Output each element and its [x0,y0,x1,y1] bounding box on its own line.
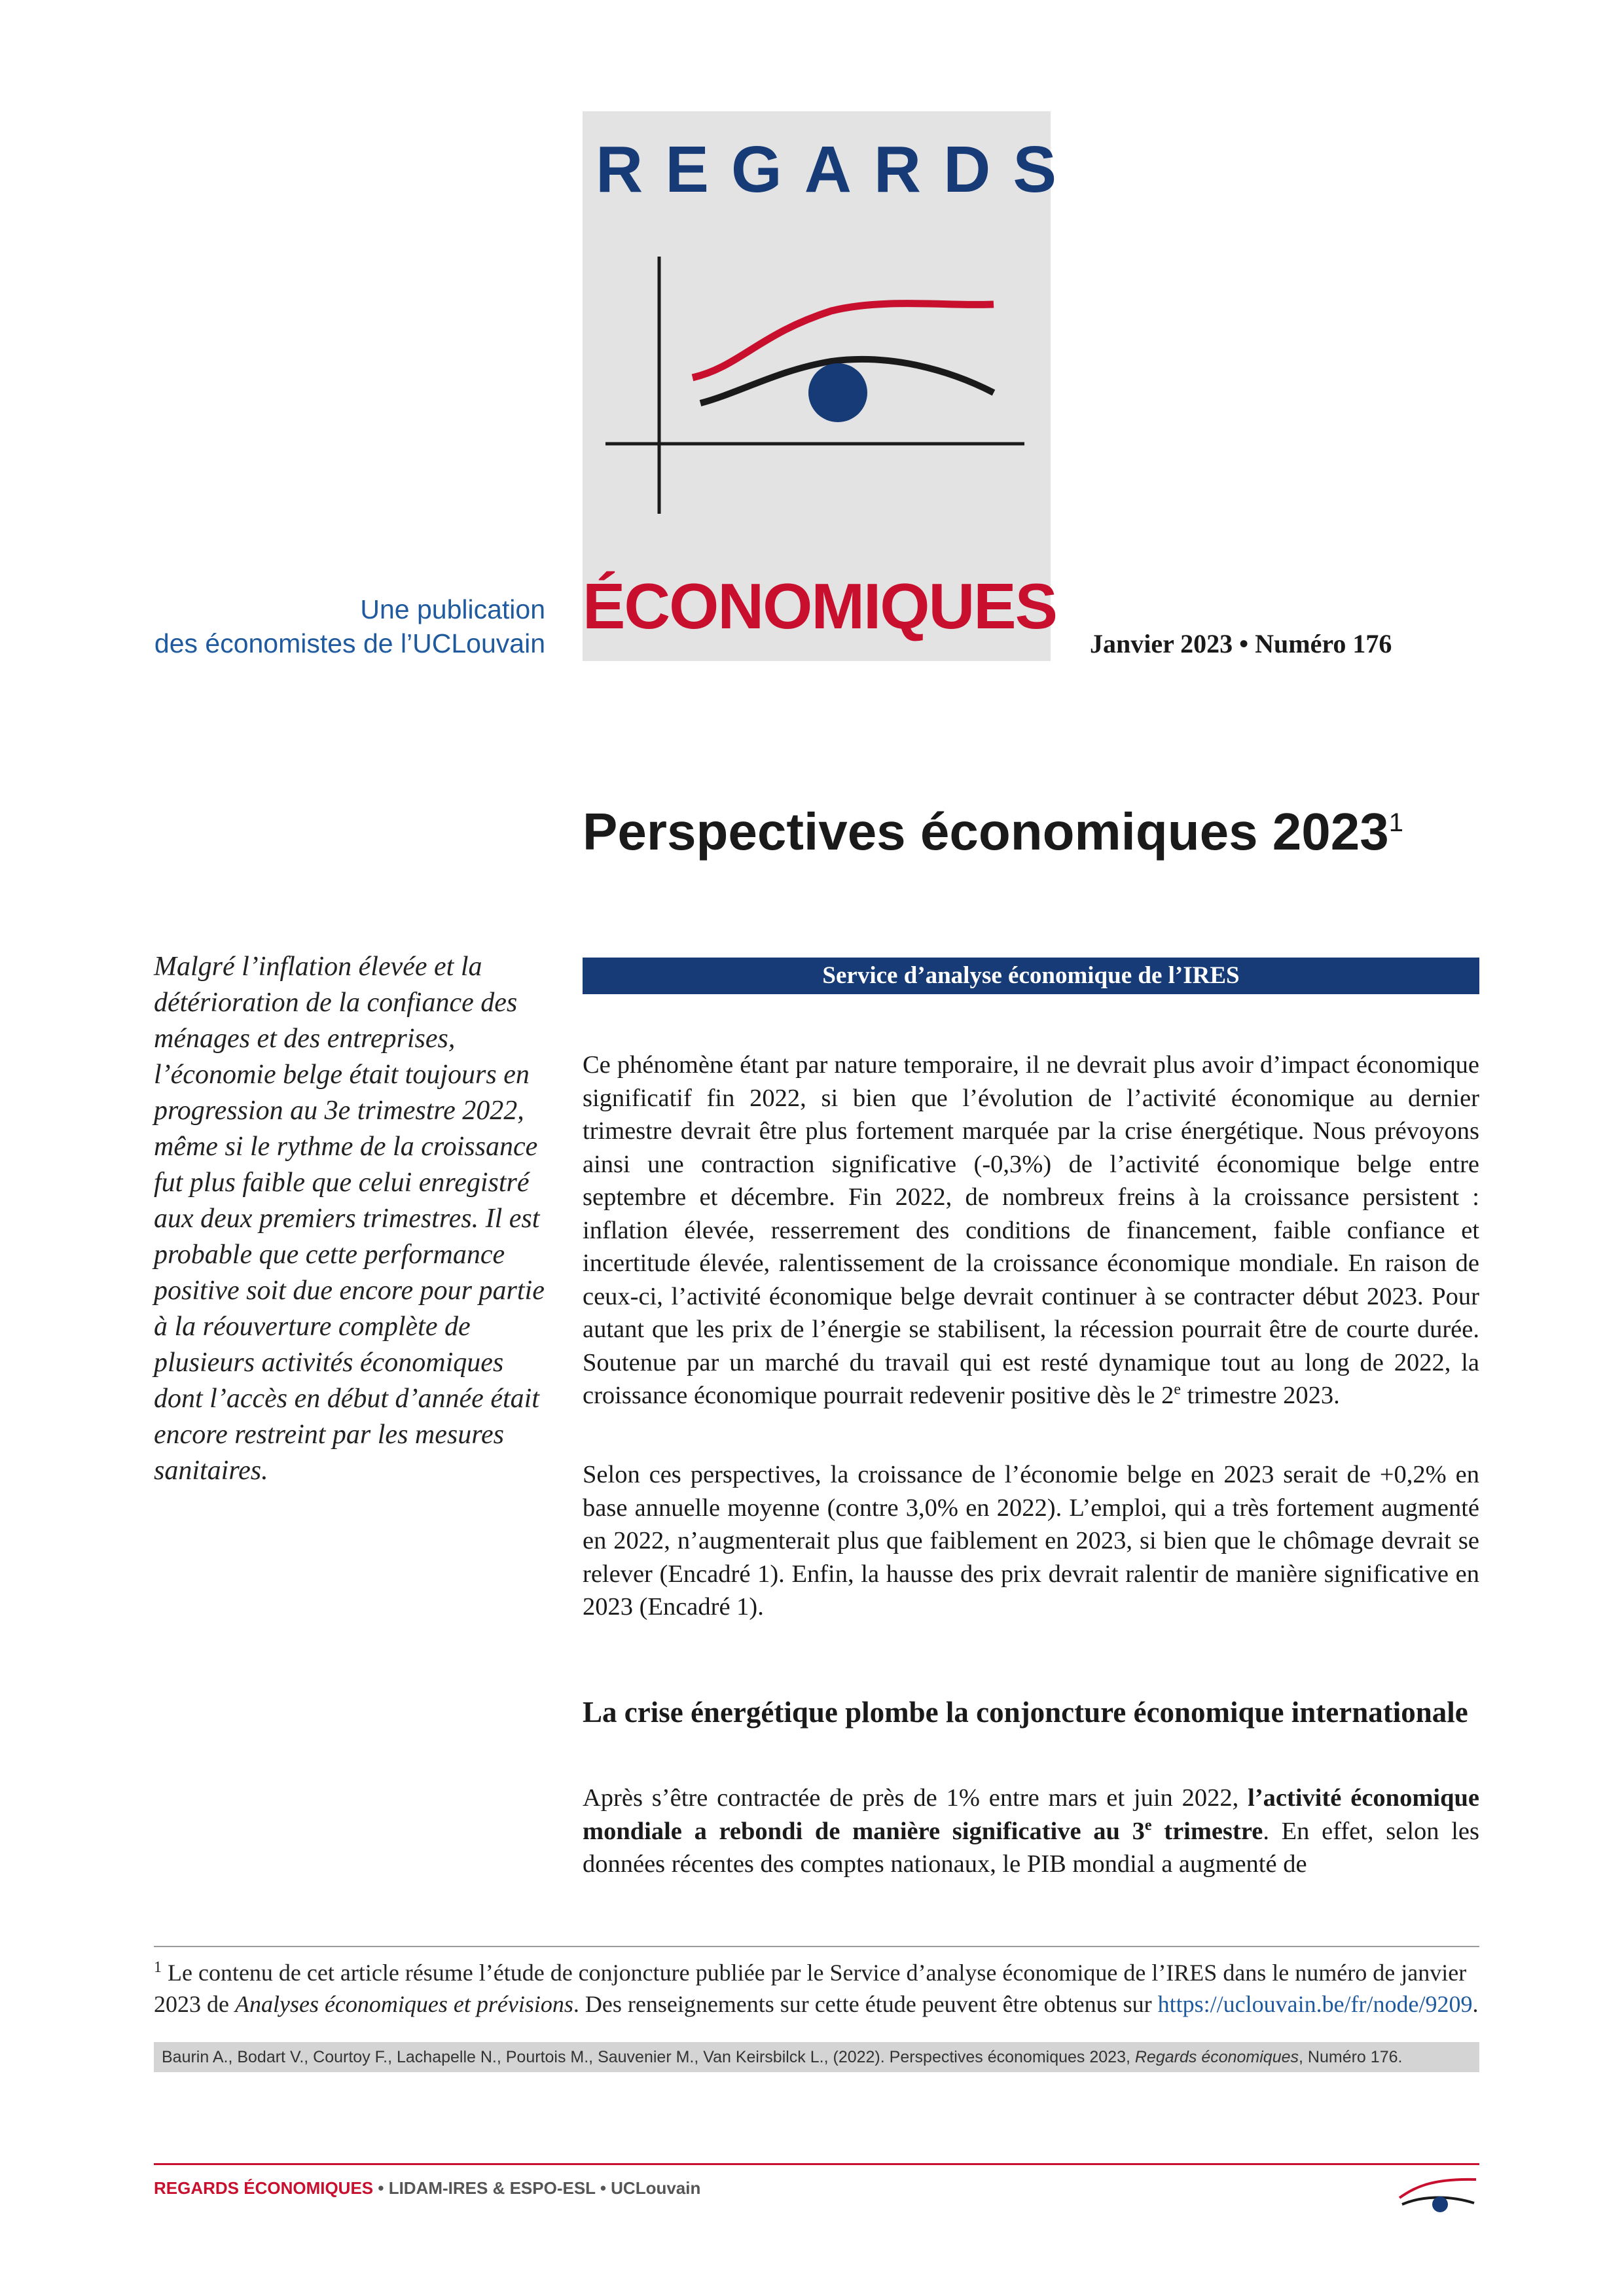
para3-superscript: e [1144,1816,1152,1834]
body-paragraph-2 [583,1458,1479,1624]
body-paragraph-3 [583,1782,1479,1881]
section-heading: La crise énergétique plombe la conjoncture économique internationale [583,1696,1468,1729]
citation-text: Baurin A., Bodart V., Courtoy F., Lachapelle N., Pourtois M., Sauvenier M., Van Keirsbilck L., (2022). Perspectives économiques 2023, [162,2048,1135,2066]
para3-bold-text-end: trimestre [1151,1817,1263,1845]
footnote-text: Le contenu de cet article résume l’étude de conjoncture publiée par le Service d’analyse économique de l’IRES dans le numéro de janvier 2023 de [154,1960,1467,2017]
body-paragraph-1 [583,1049,1479,1412]
publisher-line-2: des économistes de l’UCLouvain [154,628,545,658]
abstract: Malgré l’inflation élevée et la détérioration de la confiance des ménages et des entreprises, l’économie belge était toujours en progression au 3e trimestre 2022, même si le rythme de la croissance fut plus faible que celui enregistré aux deux premiers trimestres. Il est probable que cette performance positive soit due encore pour partie à la réouverture complète de plusieurs activités économiques dont l’accès en début d’année était encore restreint par les mesures sanitaires. [154,952,545,1486]
author-bar: Service d’analyse économique de l’IRES [583,958,1479,994]
publisher-line-1: Une publication [360,594,545,624]
footnote-mark: 1 [154,1959,162,1976]
para3-bold-text: l’activité économique mondiale a rebondi de manière significative au 3 [583,1784,1479,1845]
article-title-text: Perspectives économiques 2023 [583,802,1389,861]
footer-text [154,2178,700,2198]
footnote-text-end: . [1472,1991,1479,2017]
footnote-italic: Analyses économiques et prévisions [234,1991,573,2017]
article-title [583,802,1403,862]
footnote [154,1952,1479,2020]
para1-text-end: trimestre 2023. [1181,1382,1340,1409]
para1-text: Ce phénomène étant par nature temporaire, il ne devrait plus avoir d’impact économique significatif fin 2022, si bien que l’évolution de l’activité économique au dernier trimestre devrait être plus fortement marquée par la crise énergétique. Nous prévoyons ainsi une contraction significative (-0,3%) de l’activité économique belge entre septembre et décembre. Fin 2022, de nombreux freins à la croissance persistent : inflation élevée, resserrement des conditions de financement, faible confiance et incertitude élevée, ralentissement de la croissance économique mondiale. En raison de ceux-ci, l’activité économique belge devrait continuer à se contracter début 2023. Pour autant que les prix de l’énergie se stabilisent, la récession pourrait être de courte durée. Soutenue par un marché du travail qui est resté dynamique tout au long de 2022, la croissance économique pourrait redevenir positive dès le 2 [583,1051,1479,1409]
footer-divider [154,2163,1479,2165]
citation-text-end: , Numéro 176. [1299,2048,1403,2066]
para1-superscript: e [1174,1381,1182,1399]
logo-pupil [808,363,867,422]
footnote-text-2: . Des renseignements sur cette étude peuvent être obtenus sur [573,1991,1158,2017]
citation-italic: Regards économiques [1134,2048,1299,2066]
footnote-link[interactable]: https://uclouvain.be/fr/node/9209 [1157,1991,1473,2017]
footer-affiliations: • LIDAM-IRES & ESPO-ESL • UCLouvain [373,2178,701,2198]
logo-bottom-word: ÉCONOMIQUES [583,570,1056,642]
para2-text: Selon ces perspectives, la croissance de l’économie belge en 2023 serait de +0,2% en base annuelle moyenne (contre 3,0% en 2022). L’emploi, qui a très fortement augmenté en 2022, n’augmenterait plus que faiblement en 2023, si bien que le chômage devrait se relever (Encadré 1). Enfin, la hausse des prix devrait ralentir de manière significative en 2023 (Encadré 1). [583,1461,1479,1621]
issue-date-number: Janvier 2023 • Numéro 176 [1090,629,1392,658]
logo-top-word: REGARDS [596,133,1079,206]
title-footnote-mark: 1 [1388,808,1404,837]
citation-bar [154,2042,1479,2072]
journal-logo [583,111,1079,661]
footer-brand: REGARDS ÉCONOMIQUES [154,2178,374,2198]
footer-eye-icon [1394,2165,1479,2217]
para3-text: Après s’être contractée de près de 1% entre mars et juin 2022, [583,1784,1248,1812]
para3-text-end: . En effet, selon les données récentes des comptes nationaux, le PIB mondial a augmenté de [583,1817,1480,1878]
footnote-divider [154,1946,1479,1947]
